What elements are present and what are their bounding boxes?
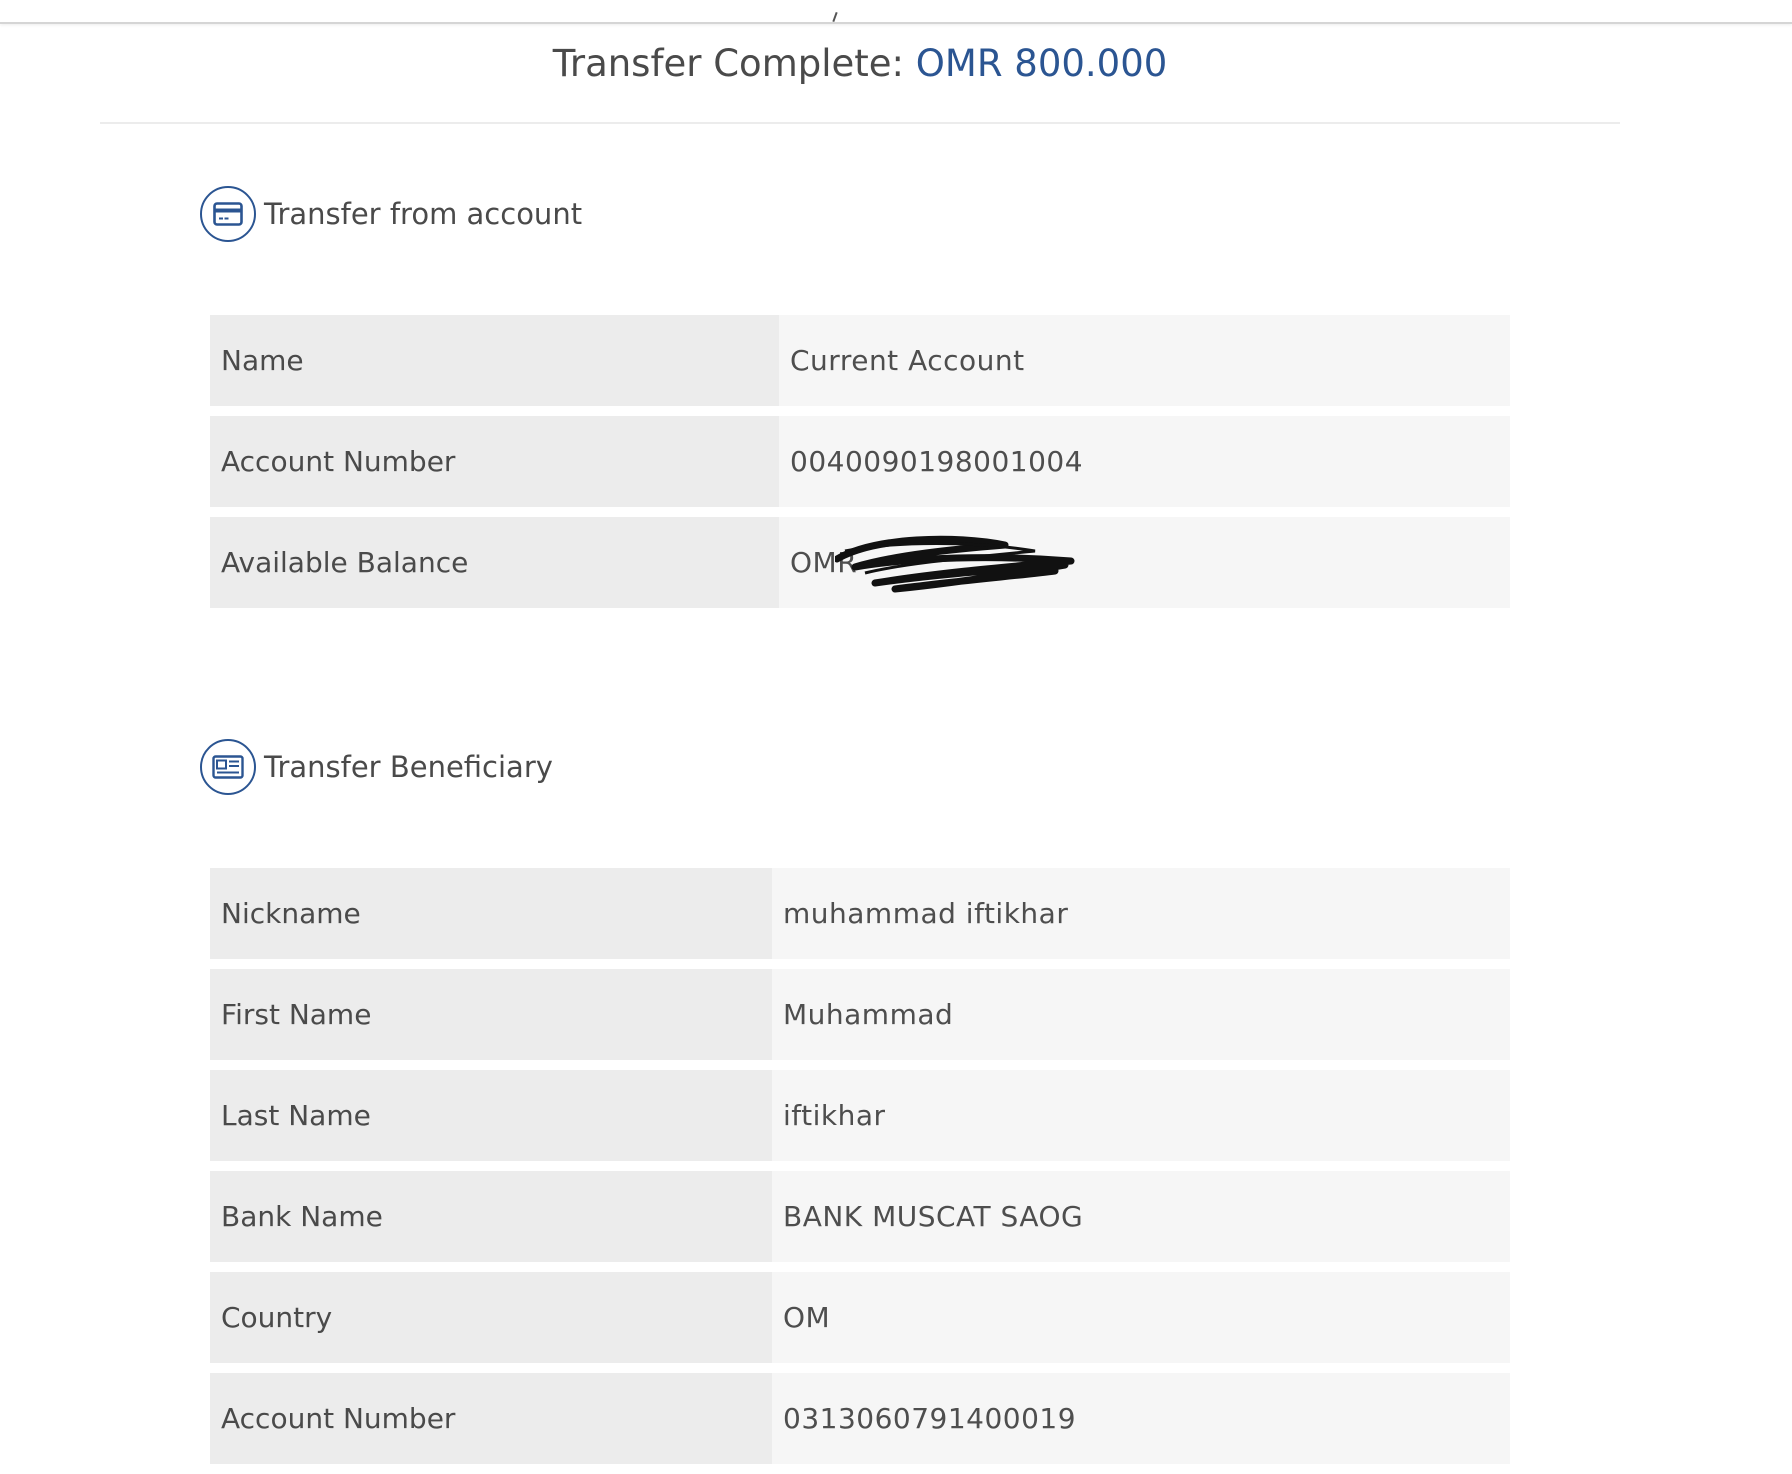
from-account-title: Transfer from account [264, 197, 583, 231]
beneficiary-table [210, 868, 1510, 1474]
available-balance-value [779, 517, 1510, 608]
top-divider [0, 0, 1792, 24]
table-row [210, 969, 1510, 1060]
table-row [210, 1070, 1510, 1161]
row-label: Account Number [210, 416, 779, 507]
row-value: BANK MUSCAT SAOG [772, 1171, 1510, 1262]
id-card-icon [200, 739, 256, 795]
table-row [210, 1171, 1510, 1262]
credit-card-icon [200, 186, 256, 242]
from-account-header [200, 186, 582, 242]
row-value: iftikhar [772, 1070, 1510, 1161]
row-label: Bank Name [210, 1171, 772, 1262]
redaction-scribble [835, 527, 1075, 597]
row-label: Available Balance [210, 517, 779, 608]
row-label: Country [210, 1272, 772, 1363]
table-row [210, 517, 1510, 608]
beneficiary-header [200, 739, 553, 795]
row-label: Last Name [210, 1070, 772, 1161]
page-title [0, 38, 1720, 90]
transfer-amount: OMR 800.000 [915, 42, 1168, 85]
beneficiary-title: Transfer Beneficiary [264, 750, 553, 784]
row-label: Nickname [210, 868, 772, 959]
from-account-table [210, 315, 1510, 618]
title-prefix: Transfer Complete: [552, 42, 905, 85]
row-value: 0040090198001004 [779, 416, 1510, 507]
table-row [210, 315, 1510, 406]
row-value: Muhammad [772, 969, 1510, 1060]
row-value: 0313060791400019 [772, 1373, 1510, 1464]
table-row [210, 868, 1510, 959]
row-value: Current Account [779, 315, 1510, 406]
table-row [210, 416, 1510, 507]
row-label: First Name [210, 969, 772, 1060]
row-value: muhammad iftikhar [772, 868, 1510, 959]
table-row [210, 1373, 1510, 1464]
balance-currency: OMR [790, 546, 858, 579]
row-value: OM [772, 1272, 1510, 1363]
row-label: Name [210, 315, 779, 406]
table-row [210, 1272, 1510, 1363]
row-label: Account Number [210, 1373, 772, 1464]
title-divider [100, 122, 1620, 124]
